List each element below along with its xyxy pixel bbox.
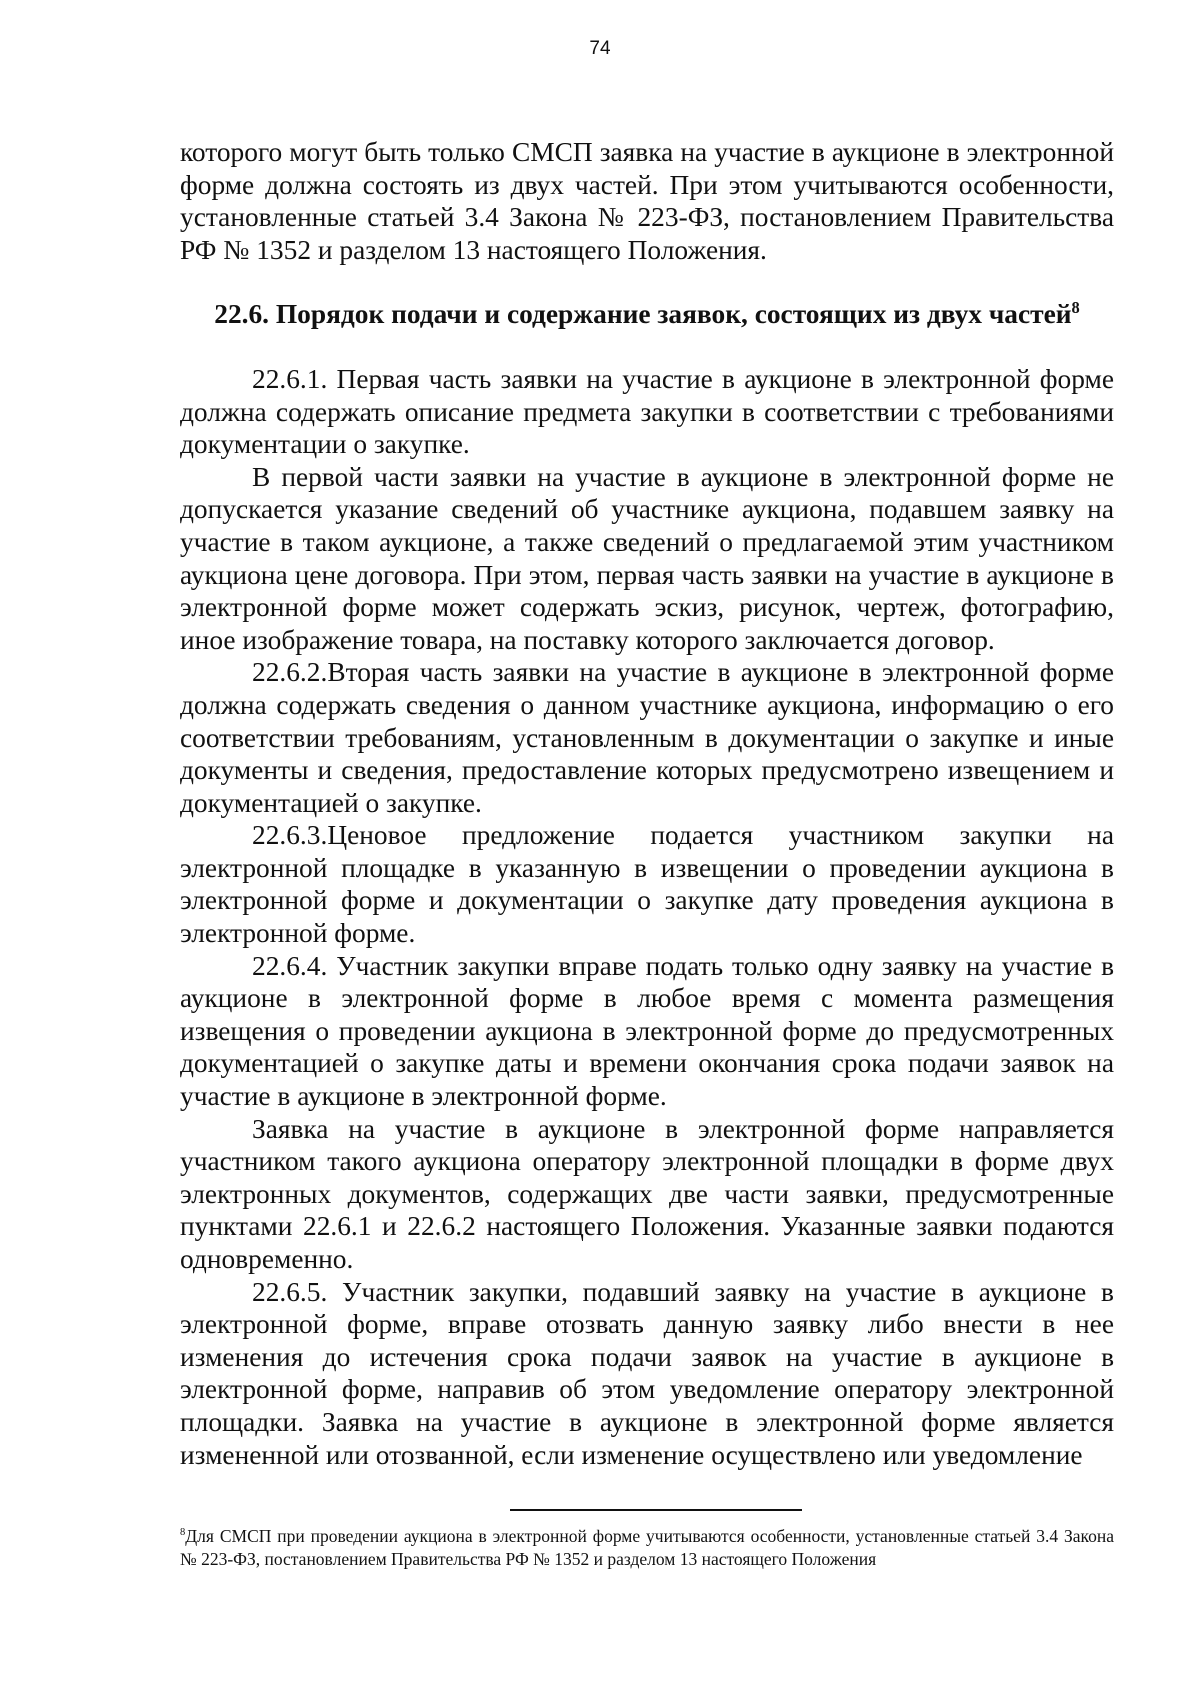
- paragraph-22-6-1: 22.6.1. Первая часть заявки на участие в аукционе в электронной форме должна содержать описание предмета закупки в соответствии с требованиями документации о закупке.: [180, 363, 1114, 460]
- paragraph-22-6-4: 22.6.4. Участник закупки вправе подать только одну заявку на участие в аукционе в электронной форме в любое время с момента размещения извещения о проведении аукциона в электронной форме до предусмотренных документацией о закупке даты и времени окончания срока подачи заявок на участие в аукционе в электронной форме.: [180, 950, 1114, 1112]
- paragraph-22-6-3: 22.6.3.Ценовое предложение подается участником закупки на электронной площадке в указанную в извещении о проведении аукциона в электронной форме и документации о закупке дату проведения аукциона в электронной форме.: [180, 820, 1114, 949]
- footnote-text: Для СМСП при проведении аукциона в электронной форме учитываются особенности, установленные статьей 3.4 Закона № 223-ФЗ, постановлением Правительства РФ № 1352 и разделом 13 настоящего Положения: [180, 1526, 1114, 1569]
- paragraph-22-6-2: 22.6.2.Вторая часть заявки на участие в аукционе в электронной форме должна содержать сведения о данном участнике аукциона, информацию о его соответствии требованиям, установленным в документации о закупке и иные документы и сведения, предоставление которых предусмотрено извещением и документацией о закупке.: [180, 657, 1114, 818]
- document-body: [180, 136, 1114, 1471]
- footnote-separator: [510, 1509, 802, 1511]
- footnote-reference: 8: [1071, 298, 1080, 318]
- paragraph-first-part-restrictions: В первой части заявки на участие в аукционе в электронной форме не допускается указание сведений об участнике аукциона, подавшем заявку на участие в таком аукционе, а также сведений о предлагаемой этим участником аукциона цене договора. При этом, первая часть заявки на участие в аукционе в электронной форме может содержать эскиз, рисунок, чертеж, фотографию, иное изображение товара, на поставку которого заключается договор.: [180, 461, 1114, 655]
- footnote-mark: 8: [180, 1527, 186, 1539]
- section-heading-text: 22.6. Порядок подачи и содержание заявок, состоящих из двух частей: [214, 299, 1072, 330]
- footnote: [180, 1525, 1114, 1570]
- paragraph-two-documents: Заявка на участие в аукционе в электронной форме направляется участником такого аукциона оператору электронной площадки в форме двух электронных документов, содержащих две части заявки, предусмотренные пунктами 22.6.1 и 22.6.2 настоящего Положения. Указанные заявки подаются одновременно.: [180, 1113, 1114, 1274]
- page-number: 74: [589, 38, 611, 59]
- continued-paragraph: которого могут быть только СМСП заявка на участие в аукционе в электронной форме должна состоять из двух частей. При этом учитываются особенности, установленные статьей 3.4 Закона № 223-ФЗ, постановлением Правительства РФ № 1352 и разделом 13 настоящего Положения.: [180, 137, 1114, 265]
- paragraph-22-6-5: 22.6.5. Участник закупки, подавший заявку на участие в аукционе в электронной форме, вправе отозвать данную заявку либо внести в нее изменения до истечения срока подачи заявок на участие в аукционе в электронной форме, направив об этом уведомление оператору электронной площадки. Заявка на участие в аукционе в электронной форме является измененной или отозванной, если изменение осуществлено или уведомление: [180, 1276, 1114, 1470]
- section-heading: [180, 298, 1114, 331]
